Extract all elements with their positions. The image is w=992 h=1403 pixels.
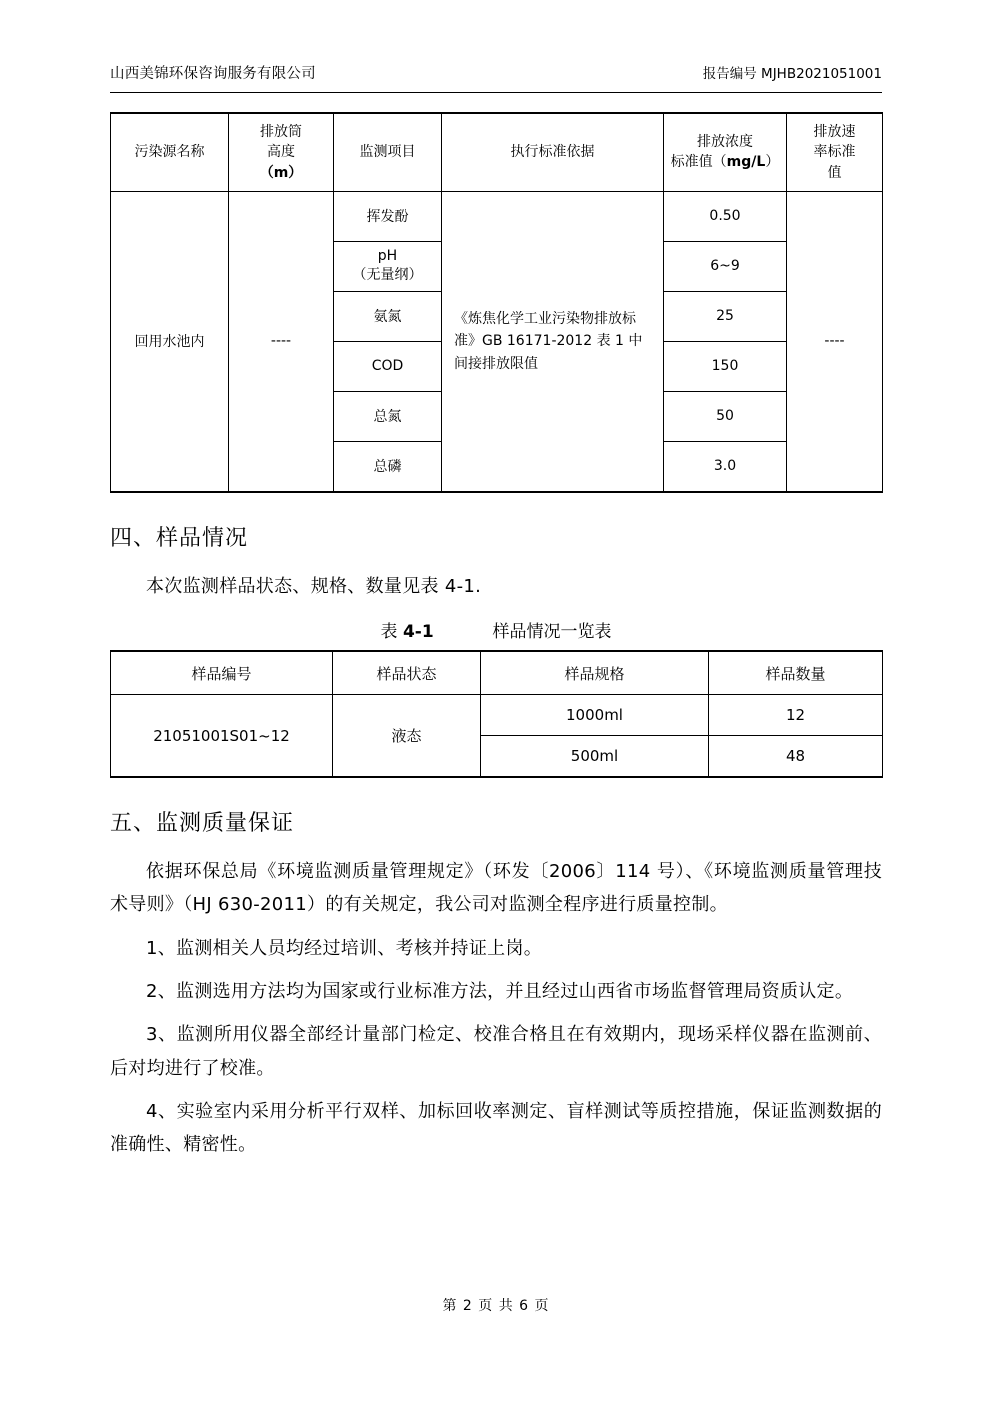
caption-prefix: 表	[380, 622, 398, 643]
table-row	[111, 191, 883, 241]
section4-intro: 本次监测样品状态、规格、数量见表 4-1.	[146, 575, 482, 597]
page-number: 第 2 页 共 6 页	[442, 1298, 550, 1314]
qa-paragraph-2: 2、监测选用方法均为国家或行业标准方法，并且经过山西省市场监督管理局资质认定。	[146, 981, 854, 1003]
cell-standard-value: 25	[664, 291, 787, 341]
section-title-quality-assurance: 五、监测质量保证	[110, 811, 295, 837]
qa-paragraph-0: 依据环保总局《环境监测质量管理规定》（环发〔2006〕114 号）、《环境监测质量管理技术导则》（HJ 630-2011）的有关规定，我公司对监测全程序进行质量控制。	[110, 861, 882, 916]
cell-monitor-item: 挥发酚	[334, 191, 442, 241]
header-divider	[110, 92, 882, 93]
cell-monitor-item: 总磷	[334, 441, 442, 492]
col-header-standard-basis: 执行标准依据	[442, 113, 664, 191]
section-title-samples: 四、样品情况	[110, 525, 249, 551]
cell-standard-value: 150	[664, 341, 787, 391]
col-header-sample-spec: 样品规格	[481, 651, 709, 695]
col-header-sample-count: 样品数量	[709, 651, 883, 695]
cell-sample-count: 12	[709, 695, 883, 736]
col-header-sample-no: 样品编号	[111, 651, 333, 695]
cell-monitor-item: pH （无量纲）	[334, 241, 442, 291]
col-header-monitor-item: 监测项目	[334, 113, 442, 191]
cell-monitor-item: 总氮	[334, 391, 442, 441]
col-header-sample-state: 样品状态	[333, 651, 481, 695]
qa-paragraph-4: 4、实验室内采用分析平行双样、加标回收率测定、盲样测试等质控措施，保证监测数据的准确性、精密性。	[110, 1100, 882, 1156]
col-header-concentration-standard: 排放浓度 标准值（mg/L）	[664, 113, 787, 191]
emission-standard-table	[110, 112, 883, 493]
table-header-row	[111, 651, 883, 695]
sample-info-table	[110, 650, 883, 778]
header-company: 山西美锦环保咨询服务有限公司	[110, 66, 316, 82]
table-header-row	[111, 113, 883, 191]
table-row	[111, 695, 883, 736]
cell-sample-spec: 500ml	[481, 736, 709, 778]
cell-source-name: 回用水池内	[111, 191, 229, 492]
cell-sample-no: 21051001S01~12	[111, 695, 333, 778]
qa-paragraph-1: 1、监测相关人员均经过培训、考核并持证上岗。	[146, 937, 543, 959]
cell-monitor-item: COD	[334, 341, 442, 391]
page-footer	[0, 1295, 992, 1315]
cell-stack-height: ----	[229, 191, 334, 492]
table2-caption	[110, 617, 882, 642]
col-header-stack-height: 排放筒 高度 （m）	[229, 113, 334, 191]
cell-standard-basis: 《炼焦化学工业污染物排放标准》GB 16171-2012 表 1 中间接排放限值	[442, 191, 664, 492]
cell-standard-value: 6~9	[664, 241, 787, 291]
cell-sample-state: 液态	[333, 695, 481, 778]
col-header-rate-standard: 排放速 率标准 值	[787, 113, 883, 191]
cell-standard-value: 3.0	[664, 441, 787, 492]
cell-sample-count: 48	[709, 736, 883, 778]
cell-sample-spec: 1000ml	[481, 695, 709, 736]
header-report-number: 报告编号 MJHB2021051001	[702, 66, 882, 82]
page-content	[110, 112, 882, 1162]
caption-text: 样品情况一览表	[492, 622, 612, 643]
caption-number: 4-1	[402, 622, 434, 643]
cell-rate-value: ----	[787, 191, 883, 492]
qa-paragraph-3: 3、监测所用仪器全部经计量部门检定、校准合格且在有效期内，现场采样仪器在监测前、后对均进行了校准。	[110, 1024, 882, 1079]
cell-standard-value: 50	[664, 391, 787, 441]
cell-monitor-item: 氨氮	[334, 291, 442, 341]
page-header	[110, 62, 882, 83]
cell-standard-value: 0.50	[664, 191, 787, 241]
col-header-source-name: 污染源名称	[111, 113, 229, 191]
